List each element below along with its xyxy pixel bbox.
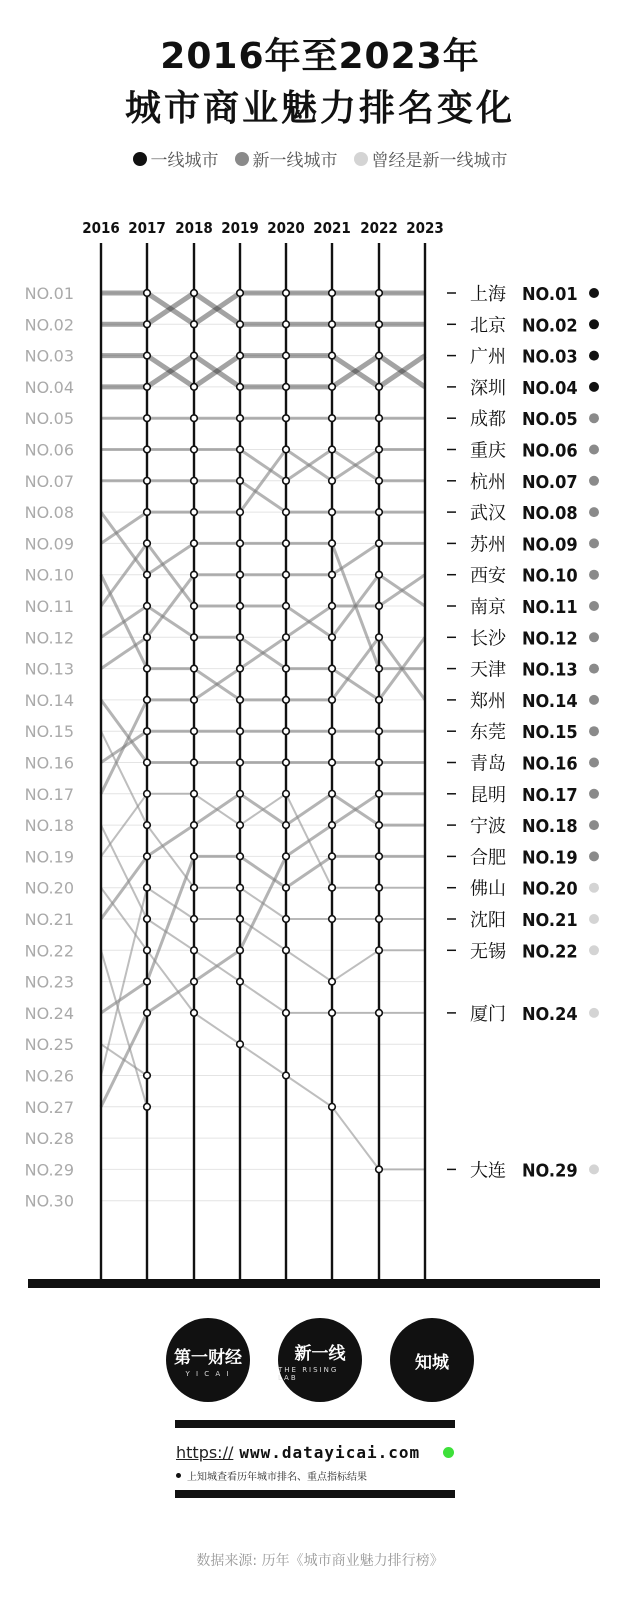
series-厦门-point (376, 1010, 383, 1017)
city-label: 广州 (470, 346, 506, 368)
city-label: 合肥 (470, 847, 506, 869)
series-深圳-point (144, 384, 151, 391)
city-rank-label: NO.22 (522, 941, 578, 963)
rank-axis-label: NO.09 (24, 534, 74, 554)
rank-axis-label: NO.22 (24, 941, 74, 961)
city-rank-label: NO.06 (522, 440, 578, 462)
series-无锡-point (376, 947, 383, 954)
series-广州-point (376, 384, 383, 391)
series-厦门-point (283, 1010, 290, 1017)
year-label: 2019 (221, 219, 259, 237)
city-label: 昆明 (470, 784, 506, 806)
series-广州-point (144, 352, 151, 359)
source-note: 数据来源: 历年《城市商业魅力排行榜》 (196, 1553, 444, 1569)
series-厦门-point (329, 1010, 336, 1017)
yicai-logo-sub: Y I C A I (185, 1369, 231, 1378)
city-rank-label: NO.15 (522, 722, 578, 744)
series-郑州-point (237, 697, 244, 704)
series-郑州-point (376, 634, 383, 641)
category-dot-icon (589, 1008, 599, 1018)
city-label: 郑州 (470, 690, 506, 712)
city-rank-label: NO.12 (522, 628, 578, 650)
series-unlabeled-line (101, 1044, 147, 1075)
city-rank-label: NO.08 (522, 503, 578, 525)
rank-axis-label: NO.03 (24, 346, 74, 366)
rank-axis-label: NO.30 (24, 1191, 74, 1211)
series-广州-point (237, 352, 244, 359)
category-dot-icon (589, 851, 599, 861)
series-重庆-point (191, 509, 198, 516)
city-label: 南京 (470, 597, 506, 618)
series-东莞-point (191, 728, 198, 735)
series-无锡-point (191, 916, 198, 923)
category-dot-icon (589, 695, 599, 705)
series-苏州-point (191, 571, 198, 578)
rank-axis-label: NO.02 (24, 315, 74, 335)
series-昆明-point (237, 947, 244, 954)
series-北京-point (144, 321, 151, 328)
series-沈阳-point (144, 822, 151, 829)
series-重庆-point (283, 446, 290, 453)
series-昆明-point (329, 822, 336, 829)
series-合肥-point (191, 853, 198, 860)
series-成都-point (329, 415, 336, 422)
year-label: 2020 (267, 219, 305, 237)
rank-axis-label: NO.01 (24, 284, 74, 303)
series-深圳-point (283, 384, 290, 391)
series-长沙-point (144, 603, 151, 610)
category-dot-icon (589, 820, 599, 830)
yicai-logo-text: 第一财经 (174, 1347, 242, 1368)
series-天津-point (283, 540, 290, 547)
city-label: 宁波 (470, 816, 506, 838)
series-长沙-point (237, 634, 244, 641)
series-重庆-point (144, 509, 151, 516)
city-label: 北京 (470, 315, 506, 337)
series-沈阳-point (376, 916, 383, 923)
series-重庆-point (376, 446, 383, 453)
series-青岛-point (191, 759, 198, 766)
series-南京-point (376, 571, 383, 578)
series-厦门-point (237, 978, 244, 985)
series-昆明-point (144, 1010, 151, 1017)
url-protocol[interactable]: https:// (176, 1442, 234, 1462)
rank-axis-label: NO.14 (24, 690, 74, 710)
series-合肥-point (144, 978, 151, 985)
city-rank-label: NO.20 (522, 878, 578, 900)
note-row (176, 1468, 367, 1483)
series-长沙-point (376, 697, 383, 704)
series-大连-point (191, 1010, 198, 1017)
rank-axis-label: NO.20 (24, 878, 74, 898)
series-天津-point (237, 540, 244, 547)
series-苏州-point (283, 571, 290, 578)
category-dot-icon (589, 445, 599, 455)
series-unlabeled-point (144, 1104, 151, 1111)
rank-axis-label: NO.18 (24, 816, 74, 836)
series-苏州-point (329, 571, 336, 578)
series-杭州-point (237, 446, 244, 453)
city-label: 大连 (470, 1160, 506, 1182)
series-合肥-point (329, 853, 336, 860)
series-杭州-line (101, 450, 425, 481)
rank-axis-label: NO.25 (24, 1035, 74, 1055)
series-上海-point (329, 290, 336, 297)
year-label: 2022 (360, 219, 398, 237)
series-北京-point (237, 321, 244, 328)
series-佛山-point (144, 791, 151, 798)
series-沈阳-point (237, 884, 244, 891)
city-label: 无锡 (470, 941, 506, 963)
series-西安-point (376, 603, 383, 610)
series-上海-point (144, 290, 151, 297)
series-天津-point (191, 540, 198, 547)
series-宁波-point (329, 791, 336, 798)
series-北京-point (376, 321, 383, 328)
series-西安-point (237, 665, 244, 672)
series-宁波-point (283, 822, 290, 829)
city-label: 沈阳 (470, 910, 506, 931)
city-rank-label: NO.09 (522, 534, 578, 556)
city-label: 苏州 (470, 534, 506, 556)
series-成都-point (283, 415, 290, 422)
series-杭州-point (329, 446, 336, 453)
city-label: 成都 (470, 409, 506, 431)
rank-axis-label: NO.12 (24, 628, 74, 648)
series-成都-point (191, 415, 198, 422)
series-苏州-point (376, 540, 383, 547)
rising-lab-logo-sub: THE RISING LAB (278, 1365, 339, 1382)
series-武汉-point (376, 509, 383, 516)
note-text: 上知城查看历年城市排名、重点指标结果 (187, 1472, 367, 1483)
rank-axis-label: NO.19 (24, 847, 74, 867)
series-佛山-point (237, 822, 244, 829)
city-rank-label: NO.18 (522, 816, 578, 838)
series-上海-point (376, 290, 383, 297)
series-东莞-point (283, 728, 290, 735)
series-佛山-point (376, 884, 383, 891)
rank-axis-label: NO.13 (24, 659, 74, 679)
series-广州-point (191, 384, 198, 391)
rank-axis-label: NO.29 (24, 1160, 74, 1180)
city-rank-label: NO.04 (522, 377, 578, 399)
city-label: 长沙 (470, 628, 506, 650)
rank-axis-label: NO.28 (24, 1129, 74, 1149)
category-dot-icon (589, 664, 599, 674)
series-大连-line (101, 888, 425, 1170)
category-dot-icon (589, 507, 599, 517)
rank-axis-label: NO.07 (24, 471, 74, 491)
series-宁波-point (376, 822, 383, 829)
bullet-icon (176, 1473, 181, 1478)
series-深圳-point (191, 352, 198, 359)
rank-axis-label: NO.11 (24, 597, 74, 616)
city-rank-label: NO.03 (522, 346, 578, 368)
series-长沙-point (191, 634, 198, 641)
series-成都-point (144, 415, 151, 422)
category-dot-icon (589, 351, 599, 361)
series-武汉-line (101, 481, 425, 512)
series-南京-point (144, 540, 151, 547)
series-无锡-point (144, 884, 151, 891)
series-苏州-point (144, 634, 151, 641)
series-合肥-point (376, 853, 383, 860)
rank-axis-label: NO.24 (24, 1003, 74, 1023)
category-dot-icon (589, 945, 599, 955)
legend-label-tier1: 一线城市 (150, 151, 219, 171)
series-郑州-point (191, 665, 198, 672)
series-东莞-point (144, 728, 151, 735)
city-label: 武汉 (470, 503, 506, 525)
series-北京-point (191, 290, 198, 297)
rank-axis-label: NO.10 (24, 565, 74, 585)
series-武汉-point (283, 509, 290, 516)
rank-axis-label: NO.17 (24, 784, 74, 804)
rank-axis-label: NO.05 (24, 409, 74, 429)
category-dot-icon (589, 758, 599, 768)
series-长沙-point (283, 665, 290, 672)
city-rank-label: NO.14 (522, 690, 578, 712)
category-dot-icon (589, 914, 599, 924)
series-厦门-point (191, 947, 198, 954)
city-rank-label: NO.21 (522, 910, 578, 931)
url-host[interactable]: www.datayicai.com (239, 1442, 421, 1462)
series-南京-point (329, 634, 336, 641)
city-label: 深圳 (470, 377, 506, 399)
series-东莞-point (376, 728, 383, 735)
city-label: 西安 (470, 565, 506, 587)
series-天津-line (101, 512, 425, 669)
series-宁波-point (144, 853, 151, 860)
category-dot-icon (589, 570, 599, 580)
rank-axis-label: NO.16 (24, 753, 74, 773)
city-label: 天津 (470, 659, 506, 681)
url-bottom-bar (175, 1490, 455, 1498)
series-宁波-point (237, 791, 244, 798)
series-郑州-point (283, 697, 290, 704)
city-rank-label: NO.17 (522, 784, 578, 806)
category-dot-icon (589, 789, 599, 799)
zhicheng-logo-text: 知城 (415, 1352, 449, 1373)
category-dot-icon (589, 413, 599, 423)
series-宁波-point (191, 822, 198, 829)
city-rank-label: NO.13 (522, 659, 578, 681)
status-dot-icon (443, 1447, 454, 1458)
category-dot-icon (589, 1164, 599, 1174)
series-北京-point (283, 321, 290, 328)
series-大连-point (144, 947, 151, 954)
series-北京-point (329, 321, 336, 328)
series-南京-point (191, 603, 198, 610)
rank-axis-label: NO.21 (24, 910, 74, 929)
city-rank-label: NO.07 (522, 471, 578, 493)
city-label: 东莞 (470, 722, 506, 744)
series-厦门-point (144, 916, 151, 923)
url-top-bar (175, 1420, 455, 1428)
category-dot-icon (589, 726, 599, 736)
series-南京-point (237, 603, 244, 610)
zhicheng-logo[interactable] (390, 1318, 474, 1402)
series-东莞-point (329, 728, 336, 735)
rank-axis-label: NO.08 (24, 503, 74, 523)
category-dot-icon (589, 538, 599, 548)
city-label: 青岛 (470, 753, 506, 775)
series-东莞-point (237, 728, 244, 735)
year-label: 2023 (406, 219, 444, 237)
chart-title-line2: 城市商业魅力排名变化 (124, 88, 515, 129)
series-合肥-point (237, 853, 244, 860)
legend-label-former-new-tier1: 曾经是新一线城市 (371, 151, 508, 171)
series-沈阳-point (191, 884, 198, 891)
category-dot-icon (589, 382, 599, 392)
series-佛山-point (191, 791, 198, 798)
logo-row (0, 1318, 640, 1402)
city-label: 厦门 (470, 1003, 506, 1025)
year-label: 2017 (128, 219, 166, 237)
series-上海-point (237, 290, 244, 297)
series-西安-point (329, 603, 336, 610)
category-dot-icon (589, 632, 599, 642)
series-天津-point (144, 571, 151, 578)
series-郑州-point (144, 665, 151, 672)
series-重庆-point (237, 509, 244, 516)
rank-axis-label: NO.27 (24, 1097, 74, 1117)
series-天津-point (376, 665, 383, 672)
series-无锡-point (283, 947, 290, 954)
chart-baseline (28, 1279, 600, 1288)
series-长沙-point (329, 665, 336, 672)
series-佛山-point (283, 791, 290, 798)
series-无锡-point (237, 916, 244, 923)
series-沈阳-point (283, 916, 290, 923)
city-rank-label: NO.29 (522, 1160, 578, 1182)
url-row[interactable] (176, 1440, 454, 1464)
city-rank-label: NO.24 (522, 1003, 578, 1025)
category-dot-icon (589, 883, 599, 893)
year-label: 2016 (82, 219, 120, 237)
series-杭州-point (191, 446, 198, 453)
series-东莞-line (101, 731, 425, 762)
series-天津-point (329, 540, 336, 547)
city-rank-label: NO.16 (522, 753, 578, 775)
series-大连-point (237, 1041, 244, 1048)
series-杭州-point (144, 446, 151, 453)
legend-label-new-tier1: 新一线城市 (252, 151, 338, 171)
category-dot-icon (589, 319, 599, 329)
year-label: 2021 (313, 219, 351, 237)
rank-axis-label: NO.04 (24, 377, 74, 397)
series-广州-point (283, 352, 290, 359)
rank-axis-label: NO.23 (24, 972, 74, 992)
city-rank-label: NO.02 (522, 315, 578, 337)
series-青岛-point (283, 759, 290, 766)
series-深圳-point (376, 352, 383, 359)
series-青岛-point (144, 759, 151, 766)
series-无锡-point (329, 978, 336, 985)
chart-title-line1: 2016年至2023年 (160, 36, 480, 77)
series-南京-line (101, 543, 425, 637)
series-南京-point (283, 603, 290, 610)
city-rank-label: NO.10 (522, 565, 578, 587)
series-成都-point (237, 415, 244, 422)
rising-lab-logo[interactable] (278, 1318, 362, 1402)
year-label: 2018 (175, 219, 213, 237)
series-上海-point (191, 321, 198, 328)
series-青岛-point (237, 759, 244, 766)
series-重庆-point (329, 478, 336, 485)
category-dot-icon (589, 476, 599, 486)
yicai-logo[interactable] (166, 1318, 250, 1402)
series-上海-point (283, 290, 290, 297)
category-dot-icon (589, 601, 599, 611)
rank-axis-label: NO.15 (24, 722, 74, 742)
series-苏州-point (237, 571, 244, 578)
city-rank-label: NO.19 (522, 847, 578, 869)
series-昆明-point (191, 978, 198, 985)
series-大连-point (283, 1072, 290, 1079)
series-佛山-point (329, 884, 336, 891)
rising-lab-logo-text: 新一线 (294, 1343, 346, 1364)
series-武汉-point (329, 509, 336, 516)
series-沈阳-point (329, 916, 336, 923)
city-label: 上海 (470, 284, 506, 305)
series-青岛-point (329, 759, 336, 766)
rank-axis-label: NO.26 (24, 1066, 74, 1086)
series-青岛-point (376, 759, 383, 766)
city-label: 佛山 (470, 878, 506, 900)
series-郑州-point (329, 697, 336, 704)
series-武汉-point (237, 478, 244, 485)
category-dot-icon (589, 288, 599, 298)
series-杭州-point (376, 478, 383, 485)
series-广州-point (329, 352, 336, 359)
city-rank-label: NO.11 (522, 597, 578, 618)
series-深圳-point (329, 384, 336, 391)
series-武汉-point (144, 478, 151, 485)
series-昆明-point (376, 791, 383, 798)
series-成都-point (376, 415, 383, 422)
series-昆明-point (283, 853, 290, 860)
city-label: 重庆 (470, 440, 506, 462)
city-rank-label: NO.01 (522, 284, 578, 305)
series-大连-point (329, 1104, 336, 1111)
series-杭州-point (283, 478, 290, 485)
series-西安-point (283, 634, 290, 641)
series-西安-point (144, 697, 151, 704)
series-西安-point (191, 697, 198, 704)
series-大连-point (376, 1166, 383, 1173)
city-label: 杭州 (470, 471, 506, 493)
series-深圳-point (237, 384, 244, 391)
series-武汉-point (191, 478, 198, 485)
series-合肥-point (283, 884, 290, 891)
city-rank-label: NO.05 (522, 409, 578, 431)
series-unlabeled-point (144, 1072, 151, 1079)
rank-axis-label: NO.06 (24, 440, 74, 460)
series-长沙-line (101, 606, 425, 700)
